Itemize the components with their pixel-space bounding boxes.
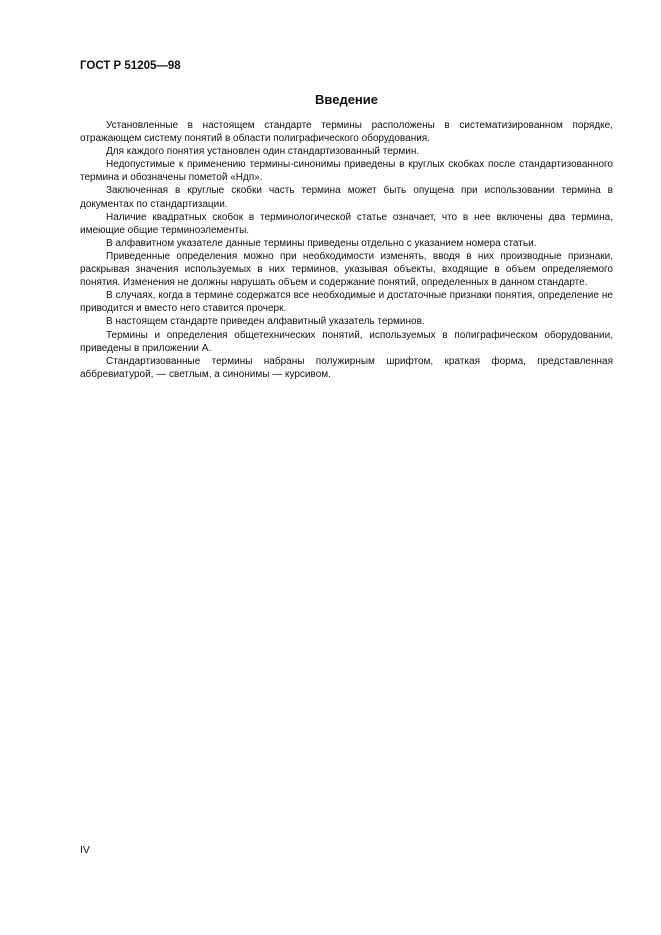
paragraph: В случаях, когда в термине содержатся все необходимые и достаточные признаки понятия, определение не приводится и вместо него ставится прочерк. — [80, 290, 613, 315]
paragraph: Заключенная в круглые скобки часть термина может быть опущена при использовании термина в документах по стандартизации. — [80, 185, 613, 210]
paragraph: Недопустимые к применению термины-синонимы приведены в круглых скобках после стандартизованного термина и обозначены пометой «Ндп». — [80, 159, 613, 184]
paragraph: Приведенные определения можно при необходимости изменять, вводя в них производные признаки, раскрывая значения используемых в них терминов, указывая объекты, входящие в объем определяемого понятия. Изменения не должны нарушать объем и содержание понятий, определенных в данном стандарте. — [80, 250, 613, 289]
paragraph: Термины и определения общетехнических понятий, используемых в полиграфическом оборудовании, приведены в приложении А. — [80, 329, 613, 354]
paragraph: Для каждого понятия установлен один стандартизованный термин. — [106, 146, 420, 158]
paragraph: В алфавитном указателе данные термины приведены отдельно с указанием номера статьи. — [106, 237, 537, 249]
paragraph: Наличие квадратных скобок в терминологической статье означает, что в нее включены два термина, имеющие общие терминоэлементы. — [80, 211, 613, 236]
section-title: Введение — [315, 92, 378, 107]
standard-number: ГОСТ Р 51205—98 — [80, 60, 181, 72]
page-number: IV — [80, 844, 90, 856]
paragraph: В настоящем стандарте приведен алфавитный указатель терминов. — [106, 316, 425, 328]
paragraph: Стандартизованные термины набраны полужирным шрифтом, краткая форма, представленная аббревиатурой, — светлым, а синонимы — курсивом. — [80, 355, 613, 380]
paragraph: Установленные в настоящем стандарте термины расположены в систематизированном порядке, отражающем систему понятий в области полиграфического оборудования. — [80, 120, 613, 145]
introduction-body — [80, 119, 613, 381]
